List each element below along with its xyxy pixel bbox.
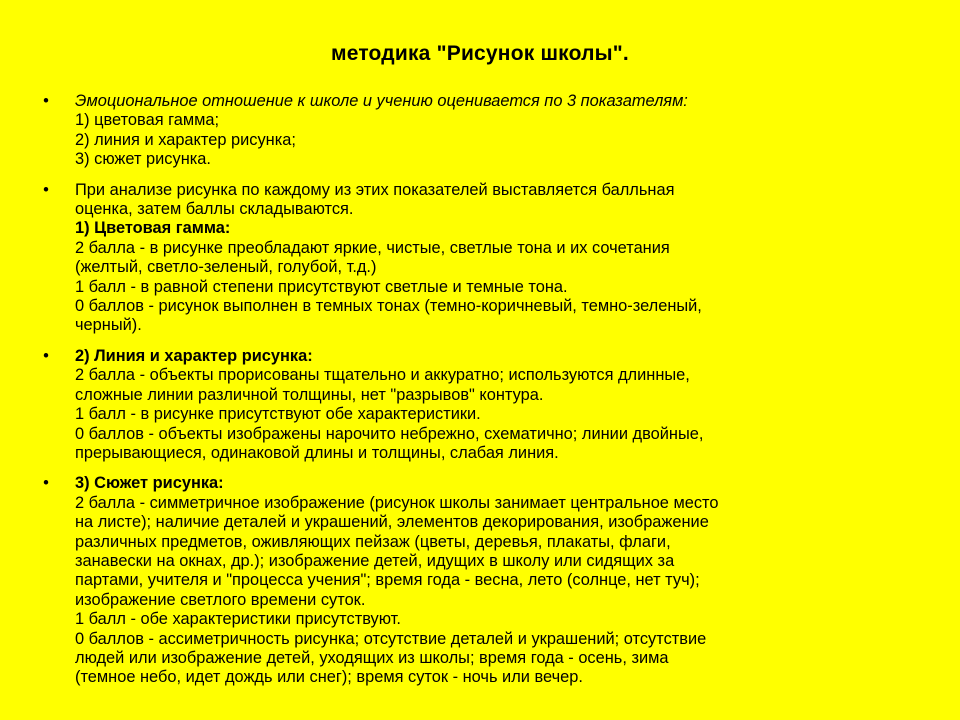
text-line: 1 балл - в равной степени присутствуют светлые и темные тона. xyxy=(75,277,568,296)
text-line: 0 баллов - объекты изображены нарочито небрежно, схематично; линии двойные, xyxy=(75,424,704,443)
text-line: 2) линия и характер рисунка; xyxy=(75,130,296,149)
text-line: (темное небо, идет дождь или снег); время суток - ночь или вечер. xyxy=(75,668,583,687)
section-heading: 1) Цветовая гамма: xyxy=(75,219,231,238)
bullet-item xyxy=(36,474,916,687)
section-heading: 3) Сюжет рисунка: xyxy=(75,474,224,493)
bullet-marker: • xyxy=(43,346,49,365)
bullet-item xyxy=(36,347,916,463)
text-line: изображение светлого времени суток. xyxy=(75,590,366,609)
text-line: При анализе рисунка по каждому из этих показателей выставляется балльная xyxy=(75,180,675,199)
text-line: 1 балл - обе характеристики присутствуют. xyxy=(75,610,401,629)
text-line: Эмоциональное отношение к школе и учению оценивается по 3 показателям: xyxy=(75,92,688,110)
text-line: 0 баллов - рисунок выполнен в темных тонах (темно-коричневый, темно-зеленый, xyxy=(75,297,702,316)
text-line: людей или изображение детей, уходящих из школы; время года - осень, зима xyxy=(75,648,669,667)
text-line: партами, учителя и "процесса учения"; время года - весна, лето (солнце, нет туч); xyxy=(75,571,700,590)
bullet-marker: • xyxy=(43,92,49,110)
text-line: 3) сюжет рисунка. xyxy=(75,150,211,169)
text-line: (желтый, светло-зеленый, голубой, т.д.) xyxy=(75,258,377,277)
text-line: 1 балл - в рисунке присутствуют обе характеристики. xyxy=(75,405,481,424)
text-line: 0 баллов - ассиметричность рисунка; отсутствие деталей и украшений; отсутствие xyxy=(75,629,707,648)
text-line: черный). xyxy=(75,316,142,335)
bullet-item xyxy=(36,92,916,170)
text-line: 2 балла - в рисунке преобладают яркие, чистые, светлые тона и их сочетания xyxy=(75,238,670,257)
section-heading: 2) Линия и характер рисунка: xyxy=(75,346,313,365)
text-line: 2 балла - объекты прорисованы тщательно и аккуратно; используются длинные, xyxy=(75,366,690,385)
slide-title: методика "Рисунок школы". xyxy=(331,42,629,65)
bullet-marker: • xyxy=(43,474,49,493)
text-line: прерывающиеся, одинаковой длины и толщины, слабая линия. xyxy=(75,443,559,462)
text-line: 2 балла - симметричное изображение (рисунок школы занимает центральное место xyxy=(75,493,719,512)
bullet-list xyxy=(36,92,916,699)
text-line: 1) цветовая гамма; xyxy=(75,111,220,130)
text-line: сложные линии различной толщины, нет "разрывов" контура. xyxy=(75,385,544,404)
text-line: на листе); наличие деталей и украшений, элементов декорирования, изображение xyxy=(75,513,709,532)
bullet-item xyxy=(36,181,916,336)
text-line: занавески на окнах, др.); изображение детей, идущих в школу или сидящих за xyxy=(75,551,675,570)
text-line: оценка, затем баллы складываются. xyxy=(75,200,354,219)
bullet-marker: • xyxy=(43,180,49,199)
text-line: различных предметов, оживляющих пейзаж (цветы, деревья, плакаты, флаги, xyxy=(75,532,671,551)
